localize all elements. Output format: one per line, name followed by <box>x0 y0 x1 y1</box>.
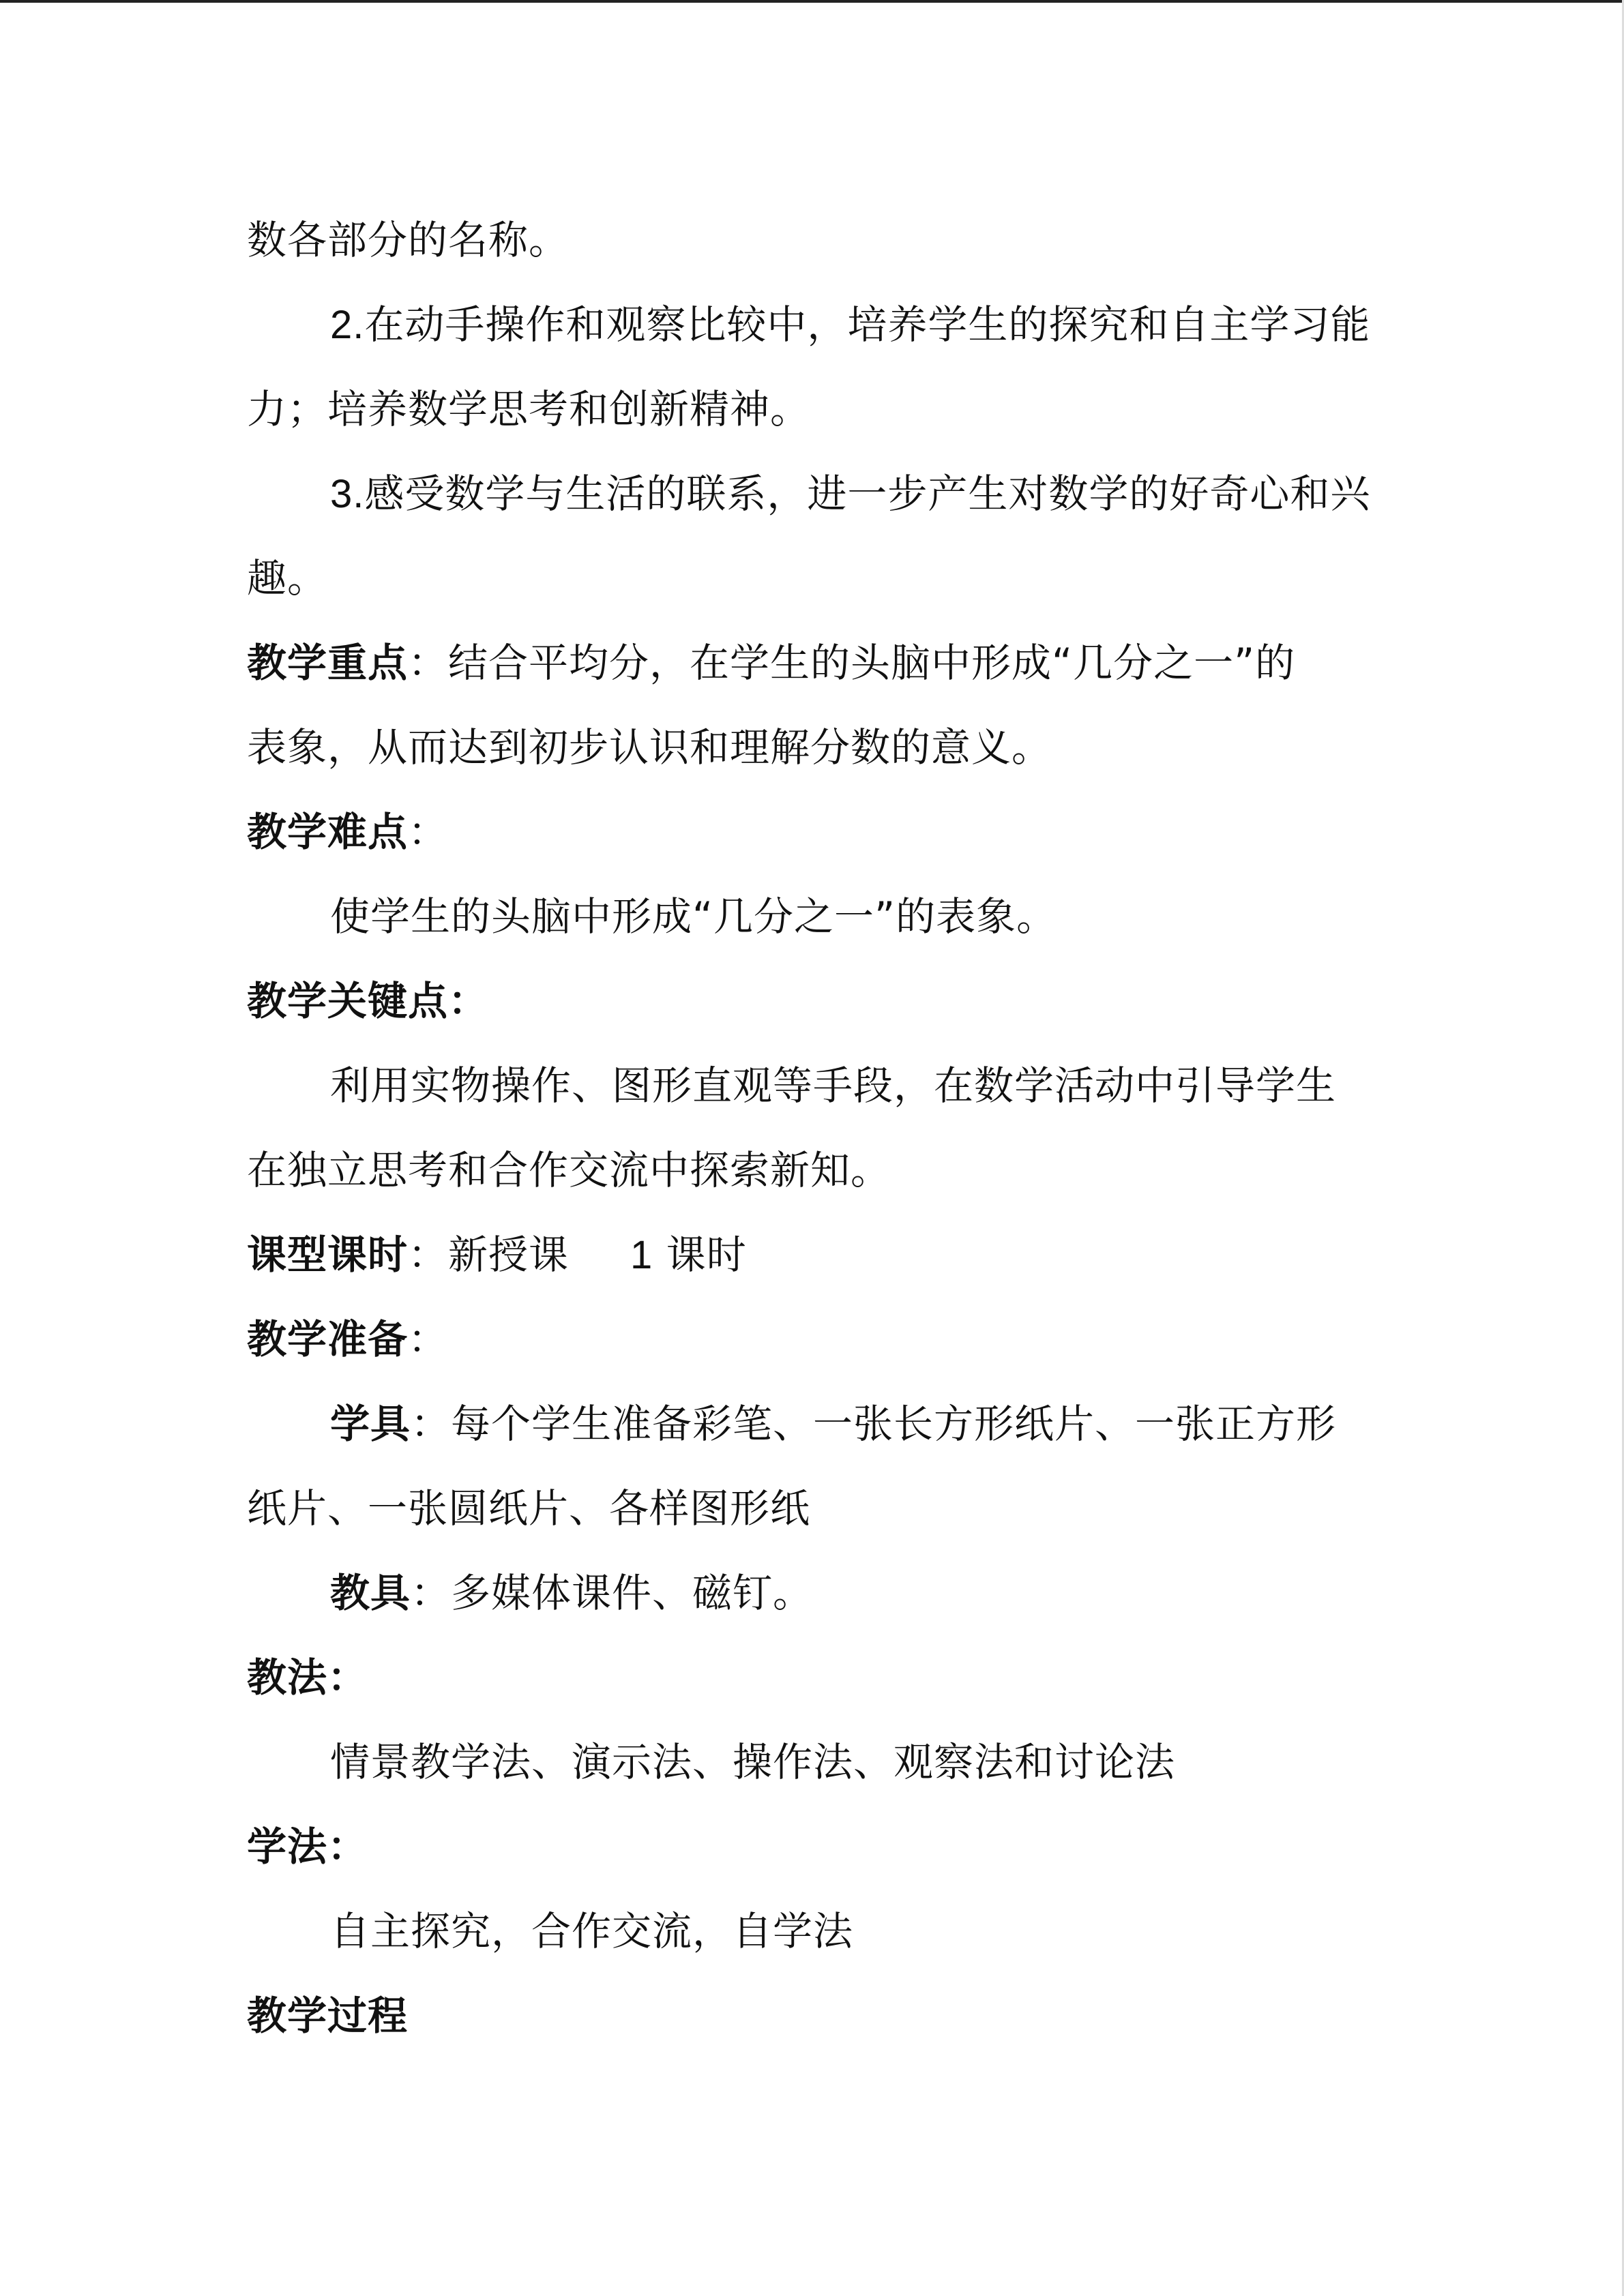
objective-1-text: 数各部分的名称。 <box>247 217 570 263</box>
lesson-type-line <box>247 1212 1365 1297</box>
lesson-type-label: 课型课时 <box>247 1232 409 1278</box>
teaching-process-heading <box>247 1973 1365 2058</box>
lesson-hours-number: 1 <box>630 1233 653 1277</box>
key-point-line-2 <box>247 705 1365 790</box>
difficult-point-colon: ： <box>408 809 449 855</box>
key-point-text-a: 结合平均分，在学生的头脑中形成“几分之一”的 <box>448 640 1296 686</box>
objective-1-continuation <box>247 198 1365 282</box>
teacher-tools-label: 教具 <box>330 1570 411 1616</box>
difficult-point-label: 教学难点 <box>247 809 409 855</box>
teaching-method-text: 情景教学法、演示法、操作法、观察法和讨论法 <box>330 1739 1176 1785</box>
objective-3-number: 3. <box>330 472 365 516</box>
teacher-tools-text: 多媒体课件、磁钉。 <box>451 1570 814 1616</box>
objective-3-text-b: 趣。 <box>247 555 328 601</box>
key-point-line-1 <box>247 621 1365 705</box>
teaching-method-label: 教法： <box>247 1654 368 1701</box>
learning-method-heading <box>247 1804 1365 1889</box>
key-point-label: 教学重点 <box>247 640 409 686</box>
lesson-hours-unit: 课时 <box>666 1232 747 1278</box>
teaching-process-label: 教学过程 <box>247 1993 409 2039</box>
student-tools-text-b: 纸片、一张圆纸片、各样图形纸 <box>247 1485 811 1532</box>
critical-point-text-a: 利用实物操作、图形直观等手段，在数学活动中引导学生 <box>330 1062 1337 1109</box>
objective-3-line-1 <box>247 451 1371 536</box>
critical-point-label: 教学关键点： <box>247 978 489 1024</box>
preparation-label: 教学准备 <box>247 1316 409 1362</box>
student-tools-label: 学具 <box>330 1401 411 1447</box>
objective-2-text-b: 力；培养数学思考和创新精神。 <box>247 386 811 432</box>
objective-2-number: 2. <box>330 303 365 347</box>
student-tools-line-1 <box>247 1382 1365 1466</box>
difficult-point-text: 使学生的头脑中形成“几分之一”的表象。 <box>330 893 1057 940</box>
teacher-tools-line <box>247 1551 1365 1635</box>
key-point-text-b: 表象，从而达到初步认识和理解分数的意义。 <box>247 724 1052 771</box>
learning-method-text: 自主探究，合作交流，自学法 <box>330 1908 854 1954</box>
difficult-point-body <box>247 874 1365 959</box>
difficult-point-heading <box>247 790 1365 874</box>
teacher-tools-colon: ： <box>411 1570 452 1616</box>
critical-point-line-2 <box>247 1128 1365 1212</box>
key-point-colon: ： <box>408 640 449 686</box>
objective-3-text-a: 感受数学与生活的联系，进一步产生对数学的好奇心和兴 <box>364 471 1371 517</box>
learning-method-label: 学法： <box>247 1823 368 1870</box>
lesson-type-colon: ： <box>408 1232 449 1278</box>
learning-method-body <box>247 1889 1365 1973</box>
student-tools-line-2 <box>247 1466 1365 1551</box>
teaching-method-heading <box>247 1635 1365 1720</box>
student-tools-text-a: 每个学生准备彩笔、一张长方形纸片、一张正方形 <box>451 1401 1337 1447</box>
preparation-colon: ： <box>408 1316 449 1362</box>
teaching-method-body <box>247 1720 1365 1804</box>
objective-2-text-a: 在动手操作和观察比较中，培养学生的探究和自主学习能 <box>364 301 1371 348</box>
student-tools-colon: ： <box>411 1401 452 1447</box>
critical-point-line-1 <box>247 1043 1365 1128</box>
objective-2-line-1 <box>247 282 1371 367</box>
objective-2-line-2 <box>247 367 1365 451</box>
page-top-border <box>0 0 1624 3</box>
lesson-type-value: 新授课 <box>448 1232 570 1278</box>
preparation-heading <box>247 1297 1365 1382</box>
critical-point-heading <box>247 959 1365 1043</box>
critical-point-text-b: 在独立思考和合作交流中探索新知。 <box>247 1147 891 1193</box>
objective-3-line-2 <box>247 536 1365 621</box>
document-page <box>247 198 1371 2058</box>
